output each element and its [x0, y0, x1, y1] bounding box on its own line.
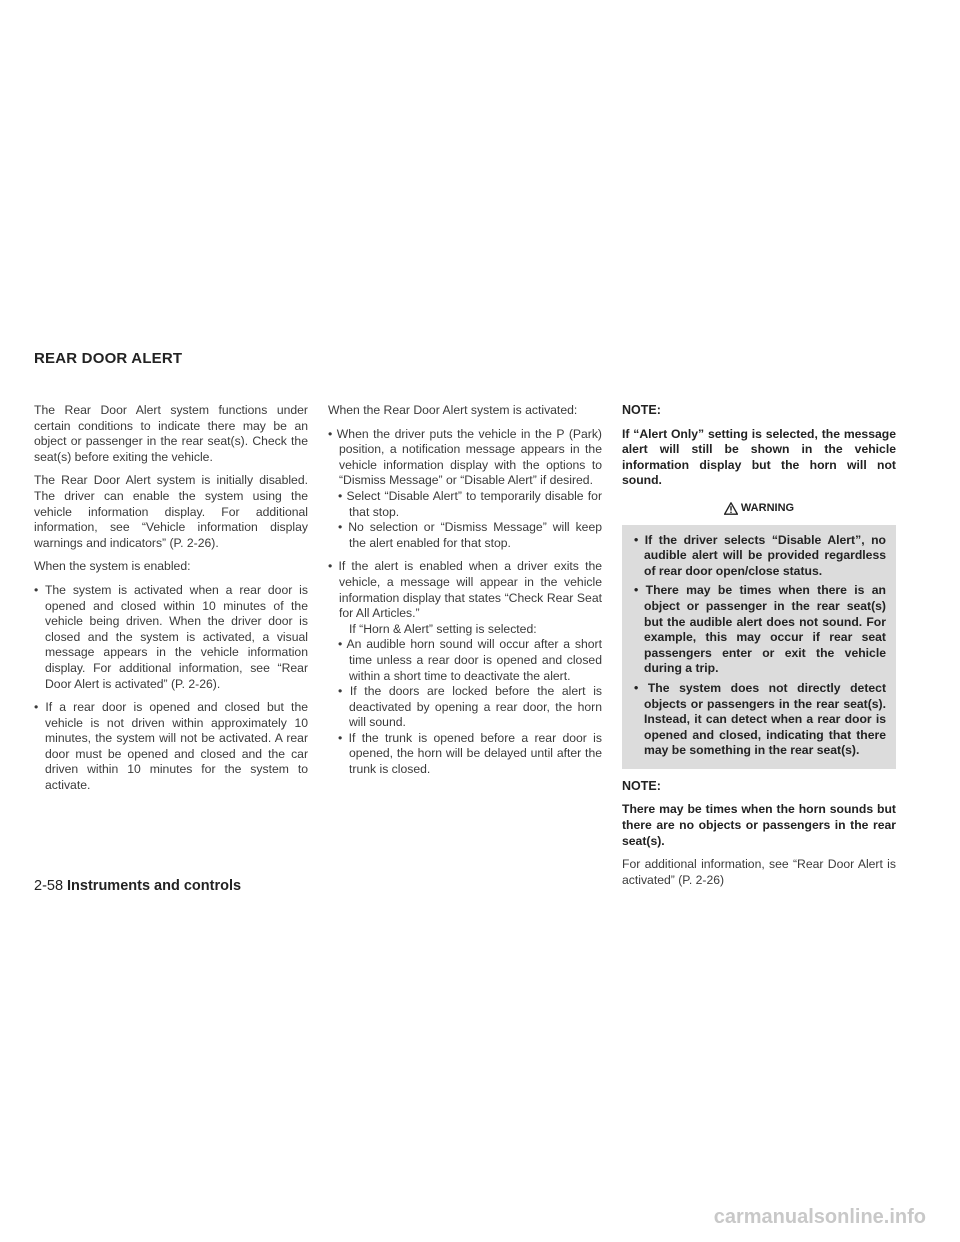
note-text: There may be times when the horn sounds but there are no objects or passengers in the rear seat(s). [622, 802, 896, 848]
list-item: • If a rear door is opened and closed but the vehicle is not driven within approximately 10 minutes, the system will not be activated. A rear door must be opened and closed and the car driven within 10 minutes for the system to activate. [34, 700, 308, 794]
column-left [34, 403, 308, 802]
note-heading: NOTE: [622, 778, 661, 793]
warning-heading [622, 501, 896, 517]
section-title: REAR DOOR ALERT [34, 350, 183, 367]
sub-list-item: • An audible horn sound will occur after a short time unless a rear door is opened and closed within a short time to deactivate the alert. [328, 637, 602, 684]
paragraph: When the Rear Door Alert system is activated: [328, 403, 578, 417]
watermark: carmanualsonline.info [713, 1206, 926, 1228]
paragraph: When the system is enabled: [34, 559, 191, 574]
horn-setting-intro: If “Horn & Alert” setting is selected: [349, 621, 537, 636]
warning-item: • If the driver selects “Disable Alert”, no audible alert will be provided regardless of rear door open/close status. [630, 533, 886, 580]
sub-list-item: • If the doors are locked before the alert is deactivated by opening a rear door, the horn will sound. [328, 684, 602, 731]
warning-label: WARNING [740, 501, 795, 514]
warning-item: • There may be times when there is an object or passenger in the rear seat(s) but the audible alert does not sound. For example, this may occur if rear seat passengers enter or exit the vehicle during a trip. [630, 583, 886, 677]
sub-list-item: • No selection or “Dismiss Message” will keep the alert enabled for that stop. [328, 520, 602, 551]
paragraph: For additional information, see “Rear Door Alert is activated” (P. 2-26) [622, 857, 896, 887]
page-number: 2-58 [34, 878, 64, 894]
paragraph: The Rear Door Alert system functions under certain conditions to indicate there may be an object or passenger in the rear seat(s). Check the seat(s) before exiting the vehicle. [34, 403, 308, 464]
column-right [622, 403, 896, 896]
sub-list-item: • If the trunk is opened before a rear door is opened, the horn will be delayed until after the trunk is closed. [328, 731, 602, 778]
note-heading: NOTE: [622, 403, 661, 417]
warning-icon [724, 502, 738, 515]
sub-list-item: • Select “Disable Alert” to temporarily disable for that stop. [328, 489, 602, 520]
paragraph: The Rear Door Alert system is initially disabled. The driver can enable the system using the vehicle information display. For additional information, see “Vehicle information display warnings and indicators” (P. 2-26). [34, 473, 308, 550]
column-middle [328, 403, 602, 778]
note-text: If “Alert Only” setting is selected, the message alert will still be shown in the vehicle information display but the horn will not sound. [622, 426, 896, 488]
list-item: • When the driver puts the vehicle in the P (Park) position, a notification message appears in the vehicle information display with the options to “Dismiss Message” or “Disable Alert” if desired. [328, 427, 602, 489]
warning-item: • The system does not directly detect objects or passengers in the rear seat(s). Instead, it can detect when a rear door is opened and closed, indicating that there may be something in the rear seat(s). [630, 681, 886, 759]
warning-box [622, 525, 896, 769]
list-item: • If the alert is enabled when a driver exits the vehicle, a message will appear in the vehicle information display that states “Check Rear Seat for All Articles.” [328, 559, 602, 621]
list-item: • The system is activated when a rear door is opened and closed within 10 minutes of the vehicle being driven. When the driver door is closed and the system is activated, a visual message appears in the vehicle information display. For additional information, see “Rear Door Alert is activated” (P. 2-26). [34, 583, 308, 692]
chapter-title: Instruments and controls [67, 878, 242, 894]
page-footer [34, 878, 241, 894]
